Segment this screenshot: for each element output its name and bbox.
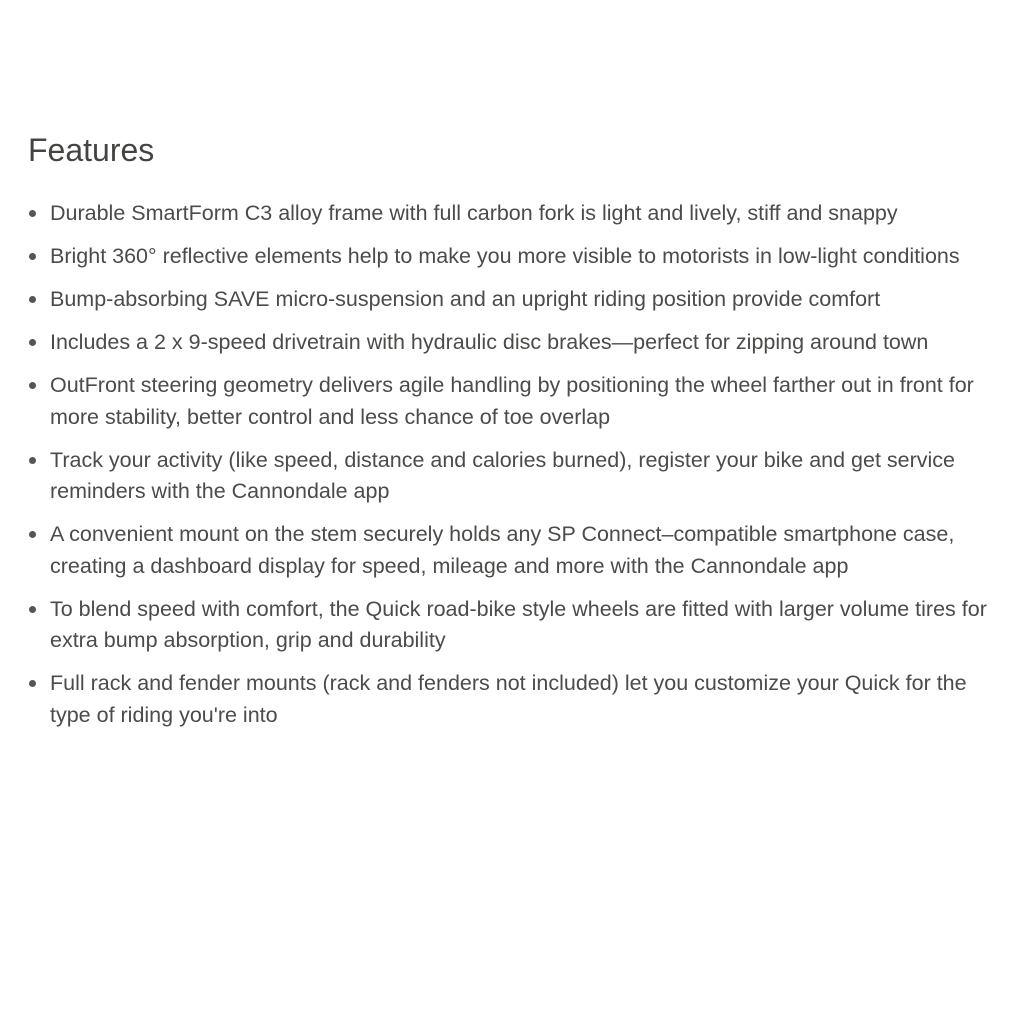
- feature-item: [28, 241, 994, 273]
- bullet-icon: [29, 296, 36, 303]
- bullet-icon: [29, 210, 36, 217]
- feature-text: Bump-absorbing SAVE micro-suspension and an upright riding position provide comfort: [50, 287, 881, 311]
- feature-item: [28, 370, 994, 433]
- feature-item: [28, 519, 994, 582]
- bullet-icon: [29, 606, 36, 613]
- bullet-icon: [29, 680, 36, 687]
- feature-text: A convenient mount on the stem securely holds any SP Connect–compatible smartphone case, creating a dashboard display for speed, mileage and more with the Cannondale app: [50, 522, 955, 578]
- feature-text: Full rack and fender mounts (rack and fenders not included) let you customize your Quick for the type of riding you're into: [50, 671, 967, 727]
- bullet-icon: [29, 339, 36, 346]
- feature-item: [28, 284, 994, 316]
- features-list: [28, 198, 994, 731]
- features-heading: Features: [28, 132, 155, 168]
- feature-item: [28, 198, 994, 230]
- feature-item: [28, 668, 994, 731]
- bullet-icon: [29, 382, 36, 389]
- feature-text: Track your activity (like speed, distance and calories burned), register your bike and get service reminders with the Cannondale app: [50, 447, 956, 503]
- feature-text: To blend speed with comfort, the Quick road-bike style wheels are fitted with larger volume tires for extra bump absorption, grip and durability: [50, 596, 987, 652]
- feature-text: OutFront steering geometry delivers agile handling by positioning the wheel farther out in front for more stability, better control and less chance of toe overlap: [50, 373, 974, 429]
- feature-item: [28, 445, 994, 508]
- bullet-icon: [29, 531, 36, 538]
- features-section: [28, 128, 994, 743]
- feature-text: Durable SmartForm C3 alloy frame with full carbon fork is light and lively, stiff and snappy: [50, 201, 898, 225]
- bullet-icon: [29, 253, 36, 260]
- feature-text: Includes a 2 x 9-speed drivetrain with hydraulic disc brakes—perfect for zipping around town: [50, 330, 929, 354]
- feature-item: [28, 327, 994, 359]
- feature-item: [28, 594, 994, 657]
- feature-text: Bright 360° reflective elements help to make you more visible to motorists in low-light conditions: [50, 244, 960, 268]
- bullet-icon: [29, 457, 36, 464]
